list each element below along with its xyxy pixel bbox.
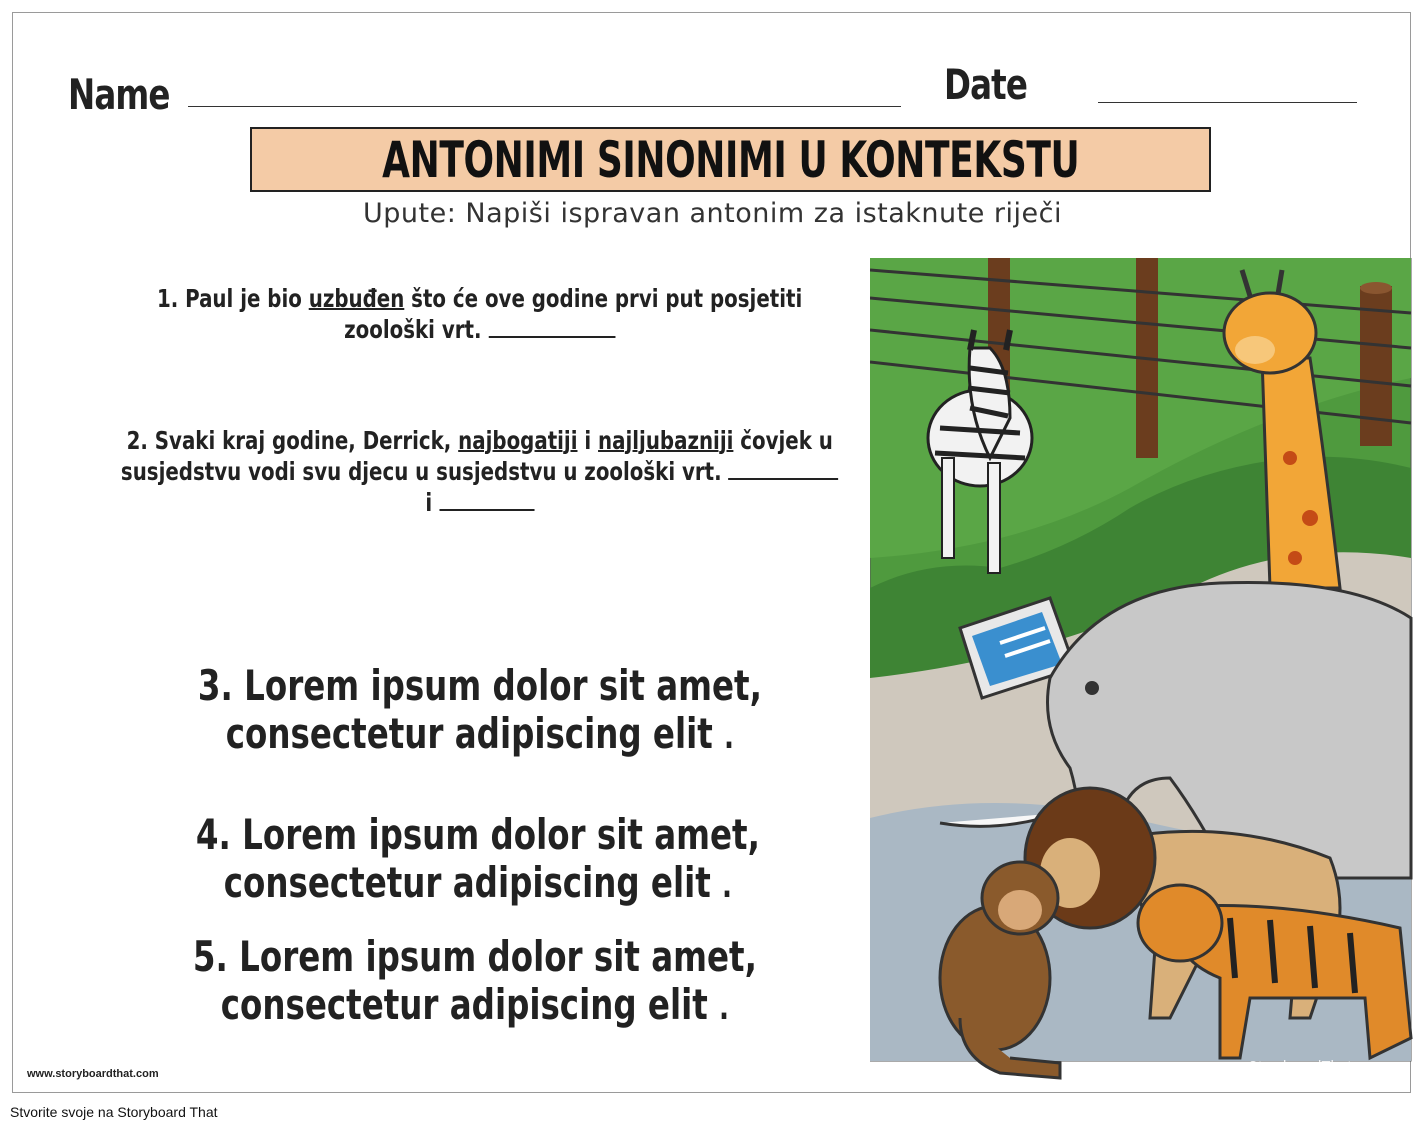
q3-line2: consectetur adipiscing elit [225,709,725,758]
q2-answer-blank-2[interactable] [439,489,534,511]
q2-text-middle: i [577,426,599,455]
question-1 [80,283,880,345]
storyboardthat-watermark: StoryboardThat [1248,1058,1352,1075]
q3-line1: 3. Lorem ipsum dolor sit amet, [197,661,762,710]
page-title: ANTONIMI SINONIMI U KONTEKSTU [381,130,1080,189]
date-label: Date [944,60,1028,109]
q3-end: . [724,717,735,757]
q2-text-before: 2. Svaki kraj godine, Derrick, [126,426,459,455]
q1-text-before: 1. Paul je bio [157,284,310,313]
question-2 [60,425,900,518]
q5-line2: consectetur adipiscing elit [220,980,720,1029]
q2-highlight-1: najbogatiji [458,426,578,455]
instructions: Upute: Napiši ispravan antonim za istaknute riječi [363,198,1062,229]
footer-caption[interactable]: Stvorite svoje na Storyboard That [10,1104,218,1120]
q4-line2: consectetur adipiscing elit [223,858,723,907]
q5-end: . [719,988,730,1028]
name-label: Name [68,70,170,119]
q1-text-after: što će ove godine prvi put posjetiti [404,284,803,313]
q4-line1: 4. Lorem ipsum dolor sit amet, [195,810,760,859]
zoo-illustration [870,258,1411,1061]
question-4 [78,811,878,910]
q4-end: . [722,866,733,906]
question-3 [80,662,880,761]
q2-line2: susjedstvu vodi svu djecu u susjedstvu u zoološki vrt. [121,457,729,486]
footer-url[interactable]: www.storyboardthat.com [27,1068,159,1080]
q2-answer-blank-1[interactable] [729,458,839,480]
q1-highlight: uzbuđen [309,284,405,313]
q1-answer-blank[interactable] [489,316,616,338]
q2-highlight-2: najljubazniji [598,426,734,455]
question-5 [75,933,875,1032]
q2-line3: i [425,488,440,517]
q1-line2: zoološki vrt. [344,315,489,344]
q5-line1: 5. Lorem ipsum dolor sit amet, [192,932,757,981]
date-line [1098,102,1357,103]
title-banner [250,127,1211,192]
q2-text-after: čovjek u [733,426,834,455]
name-line [188,106,901,107]
